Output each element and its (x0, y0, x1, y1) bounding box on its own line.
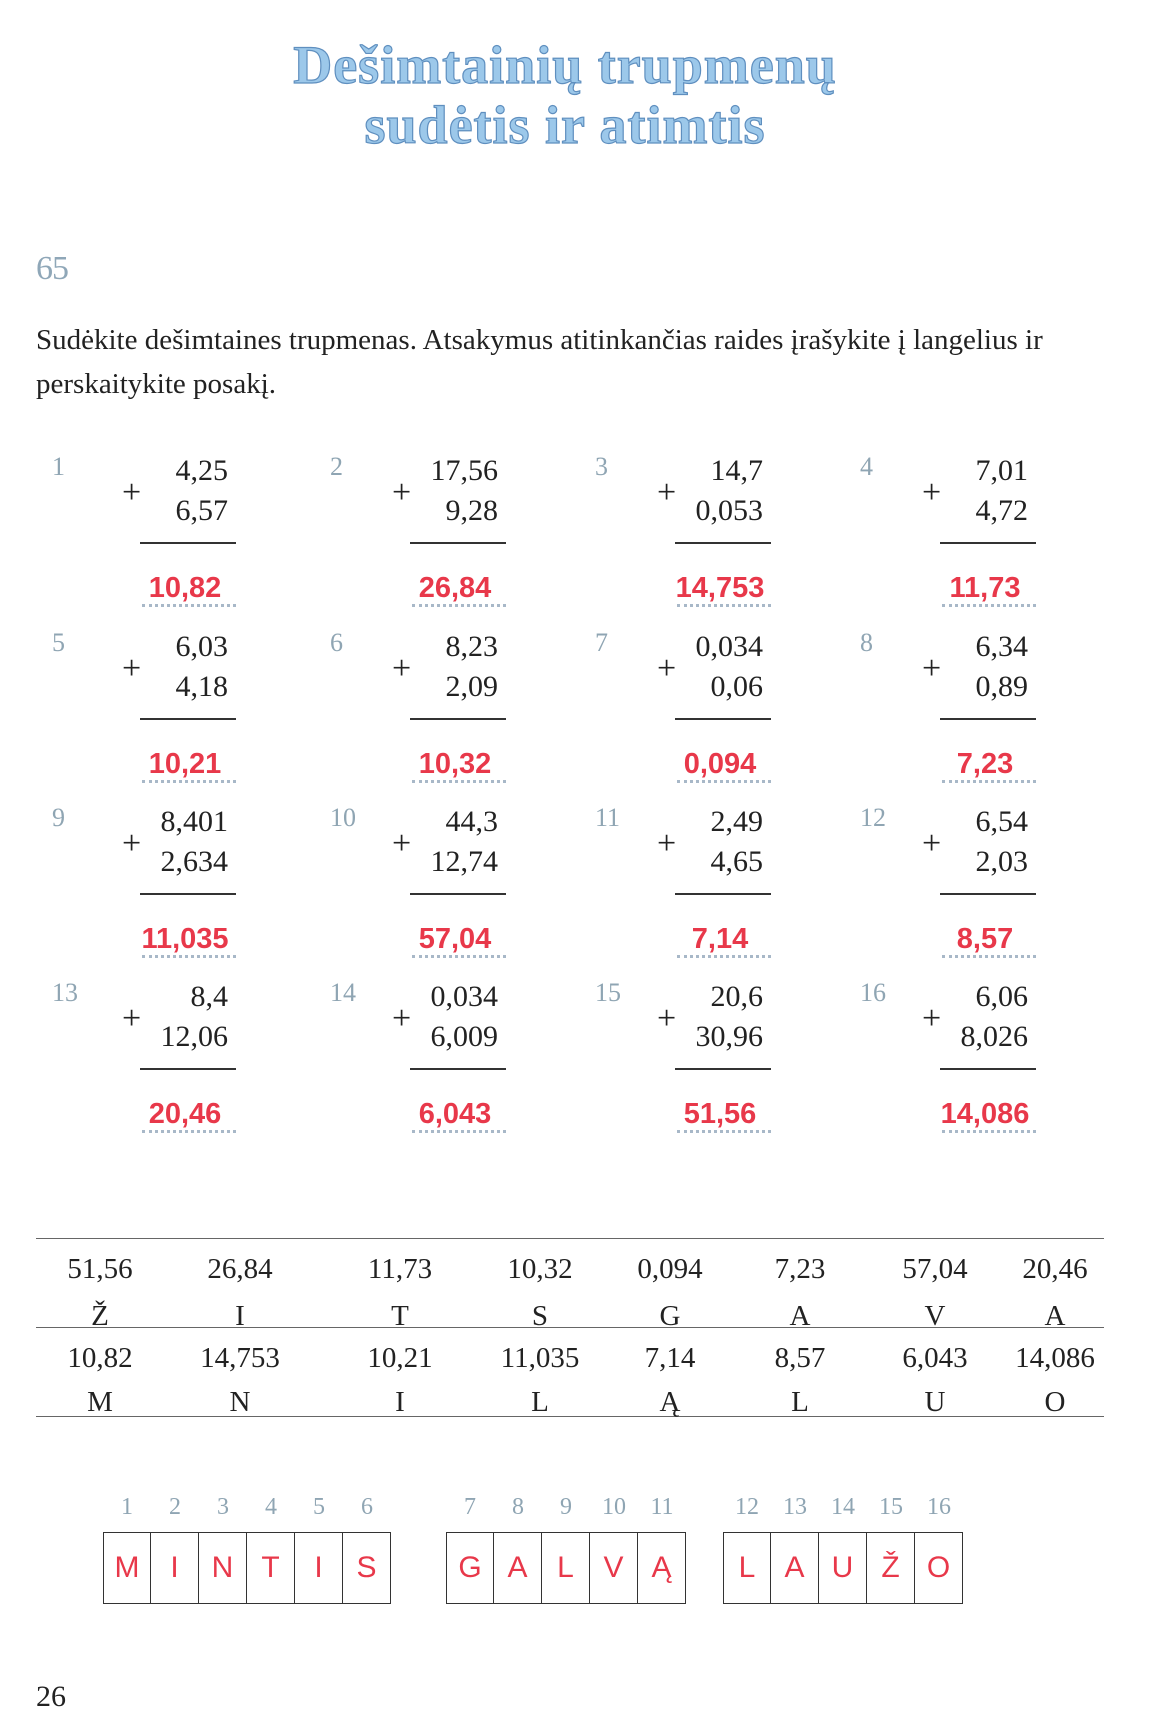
key-value: 14,086 (1015, 1342, 1095, 1374)
addend-bottom: 30,96 (695, 1020, 763, 1053)
problem-10 (330, 803, 560, 963)
key-letter: V (924, 1300, 946, 1332)
answer-letter-box[interactable]: U (819, 1532, 867, 1604)
answer-value: 11,035 (141, 923, 229, 955)
key-value: 8,57 (774, 1342, 826, 1374)
exercise-instruction: Sudėkite dešimtaines trupmenas. Atsakymus atitinkančias raides įrašykite į langelius ir perskaitykite posakį. (36, 324, 1043, 400)
key-letter: A (1044, 1300, 1066, 1332)
answer-dotted-line (142, 955, 236, 958)
addend-top: 20,6 (710, 980, 763, 1013)
key-letter: O (1044, 1386, 1066, 1418)
key-value: 11,035 (500, 1342, 580, 1374)
problem-9 (52, 803, 290, 963)
problem-number: 8 (860, 628, 873, 657)
problem-4 (860, 452, 1090, 612)
answer-dotted-line (942, 604, 1036, 607)
problem-number: 6 (330, 628, 343, 657)
plus-sign: + (392, 650, 412, 687)
answer-value: 7,14 (691, 923, 749, 955)
box-number: 7 (464, 1494, 476, 1520)
plus-sign: + (922, 825, 942, 862)
problem-11 (595, 803, 825, 963)
key-letter: G (659, 1300, 681, 1332)
key-value: 0,094 (637, 1253, 703, 1285)
problem-6 (330, 628, 560, 788)
answer-dotted-line (942, 955, 1036, 958)
addend-bottom: 0,06 (710, 670, 763, 703)
page-number: 26 (36, 1680, 66, 1713)
box-number: 13 (783, 1494, 807, 1520)
addend-bottom: 0,89 (975, 670, 1028, 703)
addend-bottom: 4,18 (175, 670, 228, 703)
key-table-top-border (36, 1238, 1104, 1239)
key-value: 51,56 (67, 1253, 133, 1285)
problem-number: 1 (52, 452, 65, 481)
answer-letter-box[interactable]: M (103, 1532, 151, 1604)
sum-line (675, 893, 771, 895)
plus-sign: + (657, 474, 677, 511)
problem-2 (330, 452, 560, 612)
addend-top: 8,23 (445, 630, 498, 663)
answer-value: 10,32 (418, 748, 492, 780)
problem-16 (860, 978, 1090, 1138)
addend-bottom: 0,053 (680, 494, 763, 527)
problem-number: 10 (330, 803, 356, 832)
problem-number: 13 (52, 978, 78, 1007)
answer-value: 51,56 (683, 1098, 757, 1130)
exercise-number: 65 (36, 250, 68, 287)
key-value: 10,82 (67, 1342, 133, 1374)
plus-sign: + (922, 650, 942, 687)
box-number: 8 (512, 1494, 524, 1520)
answer-letter-box[interactable]: T (247, 1532, 295, 1604)
answer-letter-box[interactable]: O (915, 1532, 963, 1604)
answer-dotted-line (677, 780, 771, 783)
key-value: 57,04 (902, 1253, 968, 1285)
key-value: 11,73 (367, 1253, 433, 1285)
problem-number: 4 (860, 452, 873, 481)
answer-value: 14,753 (675, 572, 765, 604)
key-letter: L (531, 1386, 549, 1418)
sum-line (675, 1068, 771, 1070)
key-value: 10,21 (367, 1342, 433, 1374)
answer-dotted-line (412, 604, 506, 607)
problem-number: 15 (595, 978, 621, 1007)
sum-line (940, 718, 1036, 720)
answer-letter-box[interactable]: S (343, 1532, 391, 1604)
problem-number: 11 (595, 803, 621, 832)
addend-bottom: 4,65 (710, 845, 763, 878)
addend-top: 4,25 (160, 454, 228, 487)
plus-sign: + (392, 825, 412, 862)
addend-top: 6,54 (975, 805, 1028, 838)
key-letter: M (87, 1386, 113, 1418)
problem-number: 2 (330, 452, 343, 481)
box-number: 4 (265, 1494, 277, 1520)
problem-number: 7 (595, 628, 608, 657)
addend-bottom: 9,28 (430, 494, 498, 527)
answer-dotted-line (142, 1130, 236, 1133)
answer-value: 10,82 (148, 572, 222, 604)
answer-letter-box[interactable]: G (446, 1532, 494, 1604)
addend-top: 8,4 (190, 980, 228, 1013)
problem-number: 3 (595, 452, 608, 481)
addend-bottom: 2,634 (160, 845, 228, 878)
plus-sign: + (657, 1000, 677, 1037)
box-number: 6 (361, 1494, 373, 1520)
answer-dotted-line (142, 780, 236, 783)
sum-line (410, 1068, 506, 1070)
sum-line (675, 718, 771, 720)
answer-dotted-line (942, 780, 1036, 783)
addend-top: 6,03 (175, 630, 228, 663)
key-letter: A (789, 1300, 811, 1332)
answer-dotted-line (942, 1130, 1036, 1133)
plus-sign: + (122, 474, 142, 511)
answer-value: 57,04 (418, 923, 492, 955)
answer-letter-box[interactable]: A (494, 1532, 542, 1604)
answer-dotted-line (677, 955, 771, 958)
answer-dotted-line (677, 1130, 771, 1133)
answer-letter-box[interactable]: L (542, 1532, 590, 1604)
answer-letter-box[interactable]: I (295, 1532, 343, 1604)
answer-letter-box[interactable]: Ž (867, 1532, 915, 1604)
key-value: 26,84 (207, 1253, 273, 1285)
key-value: 10,32 (507, 1253, 573, 1285)
answer-value: 10,21 (148, 748, 222, 780)
plus-sign: + (122, 650, 142, 687)
answer-letter-box[interactable]: N (199, 1532, 247, 1604)
addend-top: 0,034 (695, 630, 763, 663)
problem-1 (52, 452, 290, 612)
key-value: 14,753 (200, 1342, 280, 1374)
addend-top: 6,34 (975, 630, 1028, 663)
box-number: 15 (879, 1494, 903, 1520)
answer-dotted-line (142, 604, 236, 607)
problem-12 (860, 803, 1090, 963)
problem-number: 16 (860, 978, 886, 1007)
addend-top: 6,06 (975, 980, 1028, 1013)
plus-sign: + (392, 474, 412, 511)
answer-value: 11,73 (949, 572, 1021, 604)
problem-number: 9 (52, 803, 65, 832)
plus-sign: + (922, 1000, 942, 1037)
plus-sign: + (657, 825, 677, 862)
key-letter: I (235, 1300, 245, 1332)
answer-letter-box[interactable]: V (590, 1532, 638, 1604)
sum-line (140, 542, 236, 544)
problem-15 (595, 978, 825, 1138)
answer-dotted-line (412, 955, 506, 958)
box-number: 2 (169, 1494, 181, 1520)
answer-dotted-line (412, 780, 506, 783)
key-letter: Ą (659, 1386, 681, 1418)
sum-line (140, 718, 236, 720)
answer-dotted-line (677, 604, 771, 607)
addend-bottom: 6,009 (430, 1020, 498, 1053)
answer-value: 26,84 (418, 572, 492, 604)
answer-letter-box[interactable]: Ą (638, 1532, 686, 1604)
addend-top: 2,49 (710, 805, 763, 838)
key-letter: T (391, 1300, 409, 1332)
plus-sign: + (657, 650, 677, 687)
sum-line (675, 542, 771, 544)
sum-line (140, 893, 236, 895)
answer-value: 0,094 (683, 748, 757, 780)
addend-top: 7,01 (975, 454, 1028, 487)
problem-3 (595, 452, 825, 612)
addend-top: 0,034 (430, 980, 498, 1013)
plus-sign: + (922, 474, 942, 511)
key-value: 20,46 (1022, 1253, 1088, 1285)
addend-bottom: 12,06 (160, 1020, 228, 1053)
problem-number: 5 (52, 628, 65, 657)
key-value: 6,043 (902, 1342, 968, 1374)
answer-value: 20,46 (148, 1098, 222, 1130)
problem-13 (52, 978, 290, 1138)
addend-bottom: 2,03 (975, 845, 1028, 878)
addend-top: 44,3 (445, 805, 498, 838)
key-letter: N (229, 1386, 251, 1418)
problem-8 (860, 628, 1090, 788)
box-number: 11 (650, 1494, 674, 1520)
key-value: 7,23 (774, 1253, 826, 1285)
box-number: 10 (602, 1494, 626, 1520)
box-number: 16 (927, 1494, 951, 1520)
addend-top: 17,56 (430, 454, 498, 487)
sum-line (410, 893, 506, 895)
addend-bottom: 6,57 (160, 494, 228, 527)
box-number: 9 (560, 1494, 572, 1520)
box-number: 5 (313, 1494, 325, 1520)
problem-14 (330, 978, 560, 1138)
problem-7 (595, 628, 825, 788)
box-number: 12 (735, 1494, 759, 1520)
answer-dotted-line (412, 1130, 506, 1133)
answer-value: 14,086 (940, 1098, 1030, 1130)
plus-sign: + (392, 1000, 412, 1037)
sum-line (140, 1068, 236, 1070)
addend-bottom: 12,74 (430, 845, 498, 878)
page-title-line2: sudėtis ir atimtis (364, 95, 766, 155)
key-letter: L (791, 1386, 809, 1418)
sum-line (410, 542, 506, 544)
answer-letter-box[interactable]: I (151, 1532, 199, 1604)
answer-letter-box[interactable]: L (723, 1532, 771, 1604)
key-letter: Ž (91, 1300, 109, 1332)
sum-line (940, 893, 1036, 895)
box-number: 1 (121, 1494, 133, 1520)
page-title-line1: Dešimtainių trupmenų (293, 35, 837, 95)
sum-line (940, 542, 1036, 544)
key-letter: S (531, 1300, 549, 1332)
problem-5 (52, 628, 290, 788)
answer-letter-box[interactable]: A (771, 1532, 819, 1604)
key-value: 7,14 (644, 1342, 696, 1374)
answer-value: 7,23 (956, 748, 1014, 780)
problem-number: 14 (330, 978, 356, 1007)
plus-sign: + (122, 825, 142, 862)
answer-value: 6,043 (418, 1098, 492, 1130)
problem-number: 12 (860, 803, 886, 832)
sum-line (940, 1068, 1036, 1070)
addend-top: 14,7 (710, 454, 763, 487)
addend-top: 8,401 (160, 805, 228, 838)
key-letter: U (924, 1386, 946, 1418)
addend-bottom: 2,09 (445, 670, 498, 703)
addend-bottom: 8,026 (960, 1020, 1028, 1053)
answer-value: 8,57 (956, 923, 1014, 955)
key-letter: I (395, 1386, 405, 1418)
plus-sign: + (122, 1000, 142, 1037)
box-number: 3 (217, 1494, 229, 1520)
addend-bottom: 4,72 (975, 494, 1028, 527)
box-number: 14 (831, 1494, 855, 1520)
sum-line (410, 718, 506, 720)
